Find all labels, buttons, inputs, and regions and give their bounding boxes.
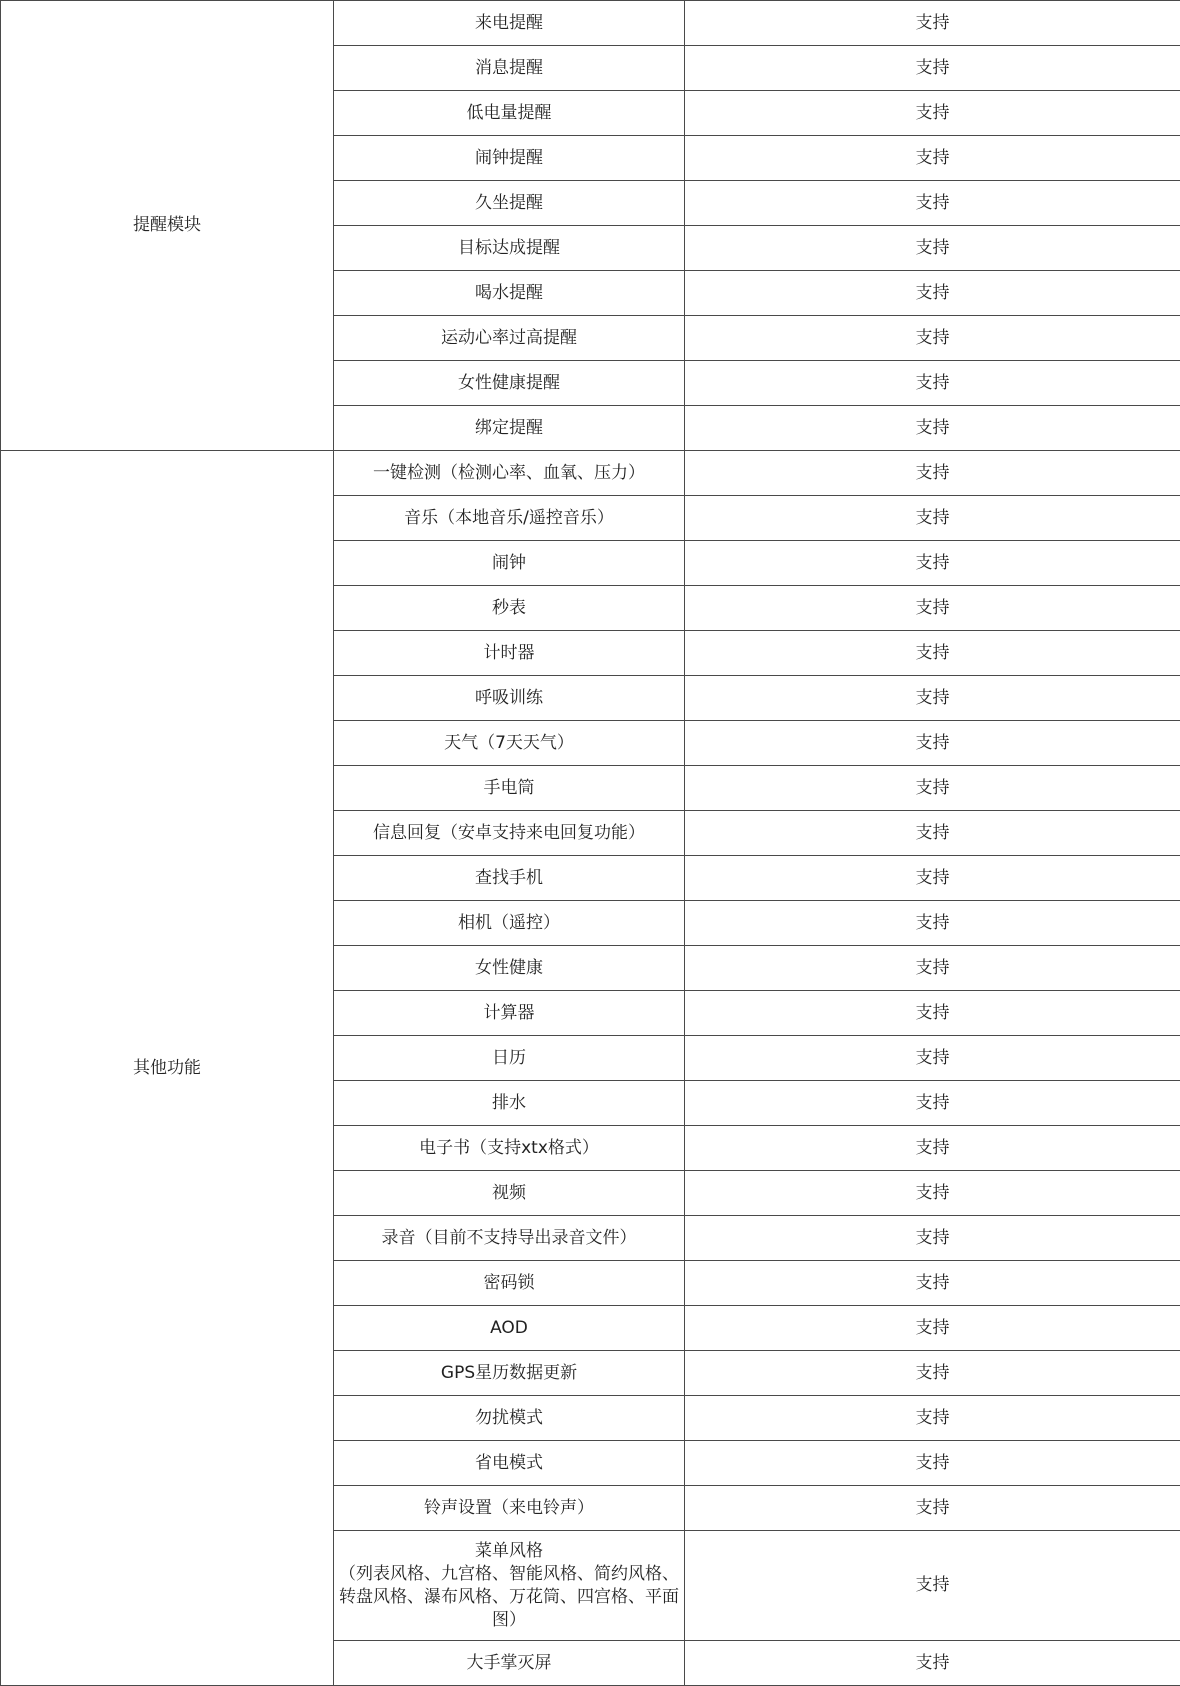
support-status-cell: 支持 xyxy=(685,1441,1180,1486)
feature-cell-line: 菜单风格 xyxy=(475,1540,543,1561)
feature-cell: 手电筒 xyxy=(334,766,685,811)
feature-cell: 绑定提醒 xyxy=(334,406,685,451)
feature-cell: 信息回复（安卓支持来电回复功能） xyxy=(334,811,685,856)
feature-cell: 铃声设置（来电铃声） xyxy=(334,1486,685,1531)
support-status-cell: 支持 xyxy=(685,46,1180,91)
feature-cell: 秒表 xyxy=(334,586,685,631)
feature-cell: 消息提醒 xyxy=(334,46,685,91)
feature-cell: 呼吸训练 xyxy=(334,676,685,721)
support-status-cell: 支持 xyxy=(685,1126,1180,1171)
support-status-cell: 支持 xyxy=(685,451,1180,496)
feature-cell: 闹钟提醒 xyxy=(334,136,685,181)
support-status-cell: 支持 xyxy=(685,361,1180,406)
support-status-cell: 支持 xyxy=(685,1531,1180,1641)
feature-cell: 女性健康提醒 xyxy=(334,361,685,406)
feature-cell: 低电量提醒 xyxy=(334,91,685,136)
support-status-cell: 支持 xyxy=(685,1171,1180,1216)
table-row xyxy=(1,1,1180,46)
support-status-cell: 支持 xyxy=(685,226,1180,271)
support-status-cell: 支持 xyxy=(685,181,1180,226)
feature-cell: 排水 xyxy=(334,1081,685,1126)
support-status-cell: 支持 xyxy=(685,91,1180,136)
feature-cell: 查找手机 xyxy=(334,856,685,901)
support-status-cell: 支持 xyxy=(685,541,1180,586)
feature-cell: 电子书（支持xtx格式） xyxy=(334,1126,685,1171)
support-status-cell: 支持 xyxy=(685,586,1180,631)
feature-cell: 视频 xyxy=(334,1171,685,1216)
support-status-cell: 支持 xyxy=(685,271,1180,316)
support-status-cell: 支持 xyxy=(685,1351,1180,1396)
support-status-cell: 支持 xyxy=(685,1,1180,46)
category-cell: 提醒模块 xyxy=(1,1,334,451)
feature-cell: 计时器 xyxy=(334,631,685,676)
feature-cell: GPS星历数据更新 xyxy=(334,1351,685,1396)
support-status-cell: 支持 xyxy=(685,406,1180,451)
feature-cell: 女性健康 xyxy=(334,946,685,991)
feature-cell-line: 转盘风格、瀑布风格、万花筒、四宫格、平面 xyxy=(339,1586,679,1607)
feature-cell: 闹钟 xyxy=(334,541,685,586)
support-status-cell: 支持 xyxy=(685,1641,1180,1686)
support-status-cell: 支持 xyxy=(685,901,1180,946)
feature-cell-line: 图） xyxy=(492,1609,526,1630)
support-status-cell: 支持 xyxy=(685,496,1180,541)
support-status-cell: 支持 xyxy=(685,1486,1180,1531)
feature-cell: 密码锁 xyxy=(334,1261,685,1306)
support-status-cell: 支持 xyxy=(685,316,1180,361)
feature-cell: 大手掌灭屏 xyxy=(334,1641,685,1686)
feature-cell: 一键检测（检测心率、血氧、压力） xyxy=(334,451,685,496)
support-status-cell: 支持 xyxy=(685,136,1180,181)
support-status-cell: 支持 xyxy=(685,1036,1180,1081)
support-status-cell: 支持 xyxy=(685,1306,1180,1351)
support-status-cell: 支持 xyxy=(685,991,1180,1036)
feature-cell: 久坐提醒 xyxy=(334,181,685,226)
support-status-cell: 支持 xyxy=(685,811,1180,856)
feature-cell: 省电模式 xyxy=(334,1441,685,1486)
support-status-cell: 支持 xyxy=(685,721,1180,766)
feature-cell: 勿扰模式 xyxy=(334,1396,685,1441)
feature-cell: AOD xyxy=(334,1306,685,1351)
feature-cell: 日历 xyxy=(334,1036,685,1081)
support-status-cell: 支持 xyxy=(685,1081,1180,1126)
feature-cell: 录音（目前不支持导出录音文件） xyxy=(334,1216,685,1261)
support-status-cell: 支持 xyxy=(685,631,1180,676)
feature-cell: 目标达成提醒 xyxy=(334,226,685,271)
support-status-cell: 支持 xyxy=(685,946,1180,991)
support-status-cell: 支持 xyxy=(685,1216,1180,1261)
feature-cell: 来电提醒 xyxy=(334,1,685,46)
category-cell: 其他功能 xyxy=(1,451,334,1686)
feature-cell xyxy=(334,1531,685,1641)
support-status-cell: 支持 xyxy=(685,766,1180,811)
support-status-cell: 支持 xyxy=(685,1396,1180,1441)
feature-cell: 相机（遥控） xyxy=(334,901,685,946)
support-status-cell: 支持 xyxy=(685,856,1180,901)
support-status-cell: 支持 xyxy=(685,1261,1180,1306)
feature-cell: 运动心率过高提醒 xyxy=(334,316,685,361)
table-row xyxy=(1,451,1180,496)
feature-cell: 音乐（本地音乐/遥控音乐） xyxy=(334,496,685,541)
feature-cell: 天气（7天天气） xyxy=(334,721,685,766)
feature-cell: 喝水提醒 xyxy=(334,271,685,316)
support-status-cell: 支持 xyxy=(685,676,1180,721)
feature-cell-line: （列表风格、九宫格、智能风格、简约风格、 xyxy=(339,1563,679,1584)
feature-table-body xyxy=(1,1,1180,1686)
feature-cell: 计算器 xyxy=(334,991,685,1036)
